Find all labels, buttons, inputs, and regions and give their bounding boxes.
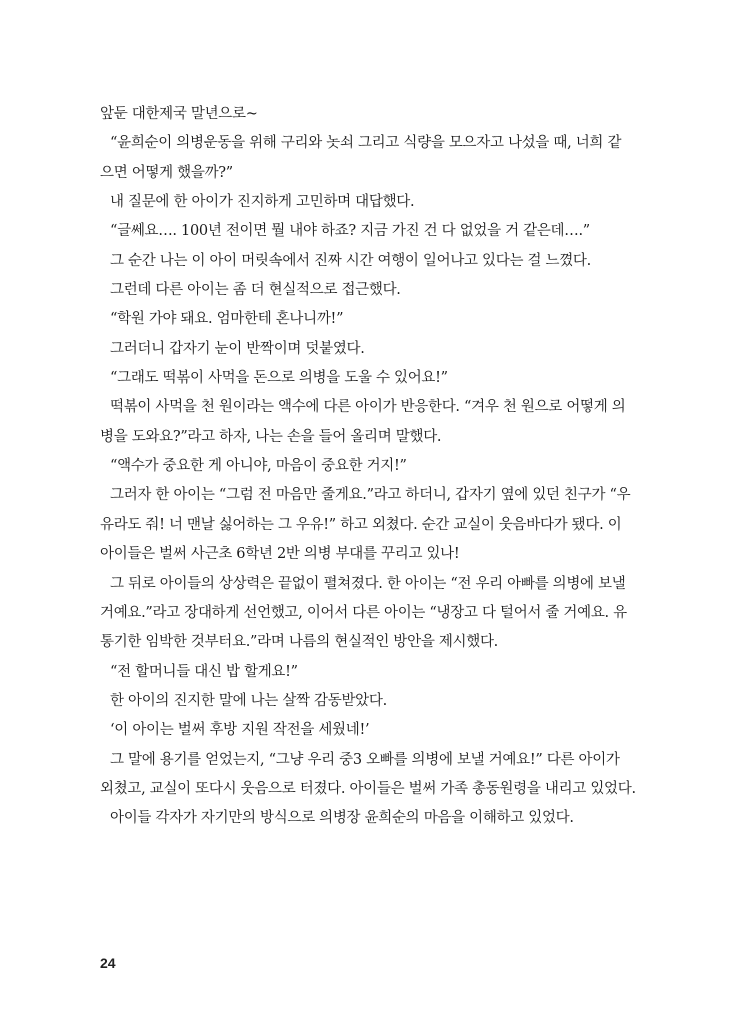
text-line: 으면 어떻게 했을까?” <box>100 164 233 181</box>
text-line: 떡볶이 사먹을 천 원이라는 액수에 다른 아이가 반응한다. “겨우 천 원으로 어떻게 의 <box>110 399 626 416</box>
text-line: “그래도 떡볶이 사먹을 돈으로 의병을 도울 수 있어요!” <box>110 370 448 387</box>
page-number: 24 <box>100 955 116 971</box>
text-line: 한 아이의 진지한 말에 나는 살짝 감동받았다. <box>110 692 387 709</box>
text-line: 아이들 각자가 자기만의 방식으로 의병장 윤희순의 마음을 이해하고 있었다. <box>110 810 574 827</box>
text-line: “윤희순이 의병운동을 위해 구리와 놋쇠 그리고 식량을 모으자고 나섰을 때, 너희 같 <box>110 135 622 152</box>
text-line: 병을 도와요?”라고 하자, 나는 손을 들어 올리며 말했다. <box>100 428 442 445</box>
text-line: 앞둔 대한제국 말년으로~ <box>100 106 258 122</box>
text-line: 그 뒤로 아이들의 상상력은 끝없이 펼쳐졌다. 한 아이는 “전 우리 아빠를 의병에 보낼 <box>110 575 626 592</box>
text-line: 그 말에 용기를 얻었는지, “그냥 우리 중3 오빠를 의병에 보낼 거예요!” 다른 아이가 <box>110 751 620 768</box>
text-line: 그 순간 나는 이 아이 머릿속에서 진짜 시간 여행이 일어나고 있다는 걸 느꼈다. <box>110 252 591 269</box>
text-line: 그런데 다른 아이는 좀 더 현실적으로 접근했다. <box>110 282 401 299</box>
text-line: 외쳤고, 교실이 또다시 웃음으로 터졌다. 아이들은 벌써 가족 총동원령을 내리고 있었다. <box>100 780 636 797</box>
text-line: “액수가 중요한 게 아니야, 마음이 중요한 거지!” <box>110 458 407 475</box>
body-text <box>100 100 640 834</box>
text-line: 유라도 줘! 너 맨날 싫어하는 그 우유!” 하고 외쳤다. 순간 교실이 웃음바다가 됐다. 이 <box>100 516 622 533</box>
text-line: ‘이 아이는 벌써 후방 지원 작전을 세웠네!’ <box>110 722 370 739</box>
text-line: “전 할머니들 대신 밥 할게요!” <box>110 663 298 680</box>
text-line: “글쎄요…. 100년 전이면 뭘 내야 하죠? 지금 가진 건 다 없었을 거 같은데….” <box>110 223 590 240</box>
text-line: “학원 가야 돼요. 엄마한테 혼나니까!” <box>110 311 344 328</box>
text-line: 그러더니 갑자기 눈이 반짝이며 덧붙였다. <box>110 340 365 357</box>
text-line: 통기한 임박한 것부터요.”라며 나름의 현실적인 방안을 제시했다. <box>100 634 498 651</box>
text-line: 내 질문에 한 아이가 진지하게 고민하며 대답했다. <box>110 194 415 211</box>
text-line: 거예요.”라고 장대하게 선언했고, 이어서 다른 아이는 “냉장고 다 털어서 줄 거예요. 유 <box>100 604 627 621</box>
text-line: 아이들은 벌써 사근초 6학년 2반 의병 부대를 꾸리고 있나! <box>100 546 460 563</box>
text-line: 그러자 한 아이는 “그럼 전 마음만 줄게요.”라고 하더니, 갑자기 옆에 있던 친구가 “우 <box>110 487 631 504</box>
